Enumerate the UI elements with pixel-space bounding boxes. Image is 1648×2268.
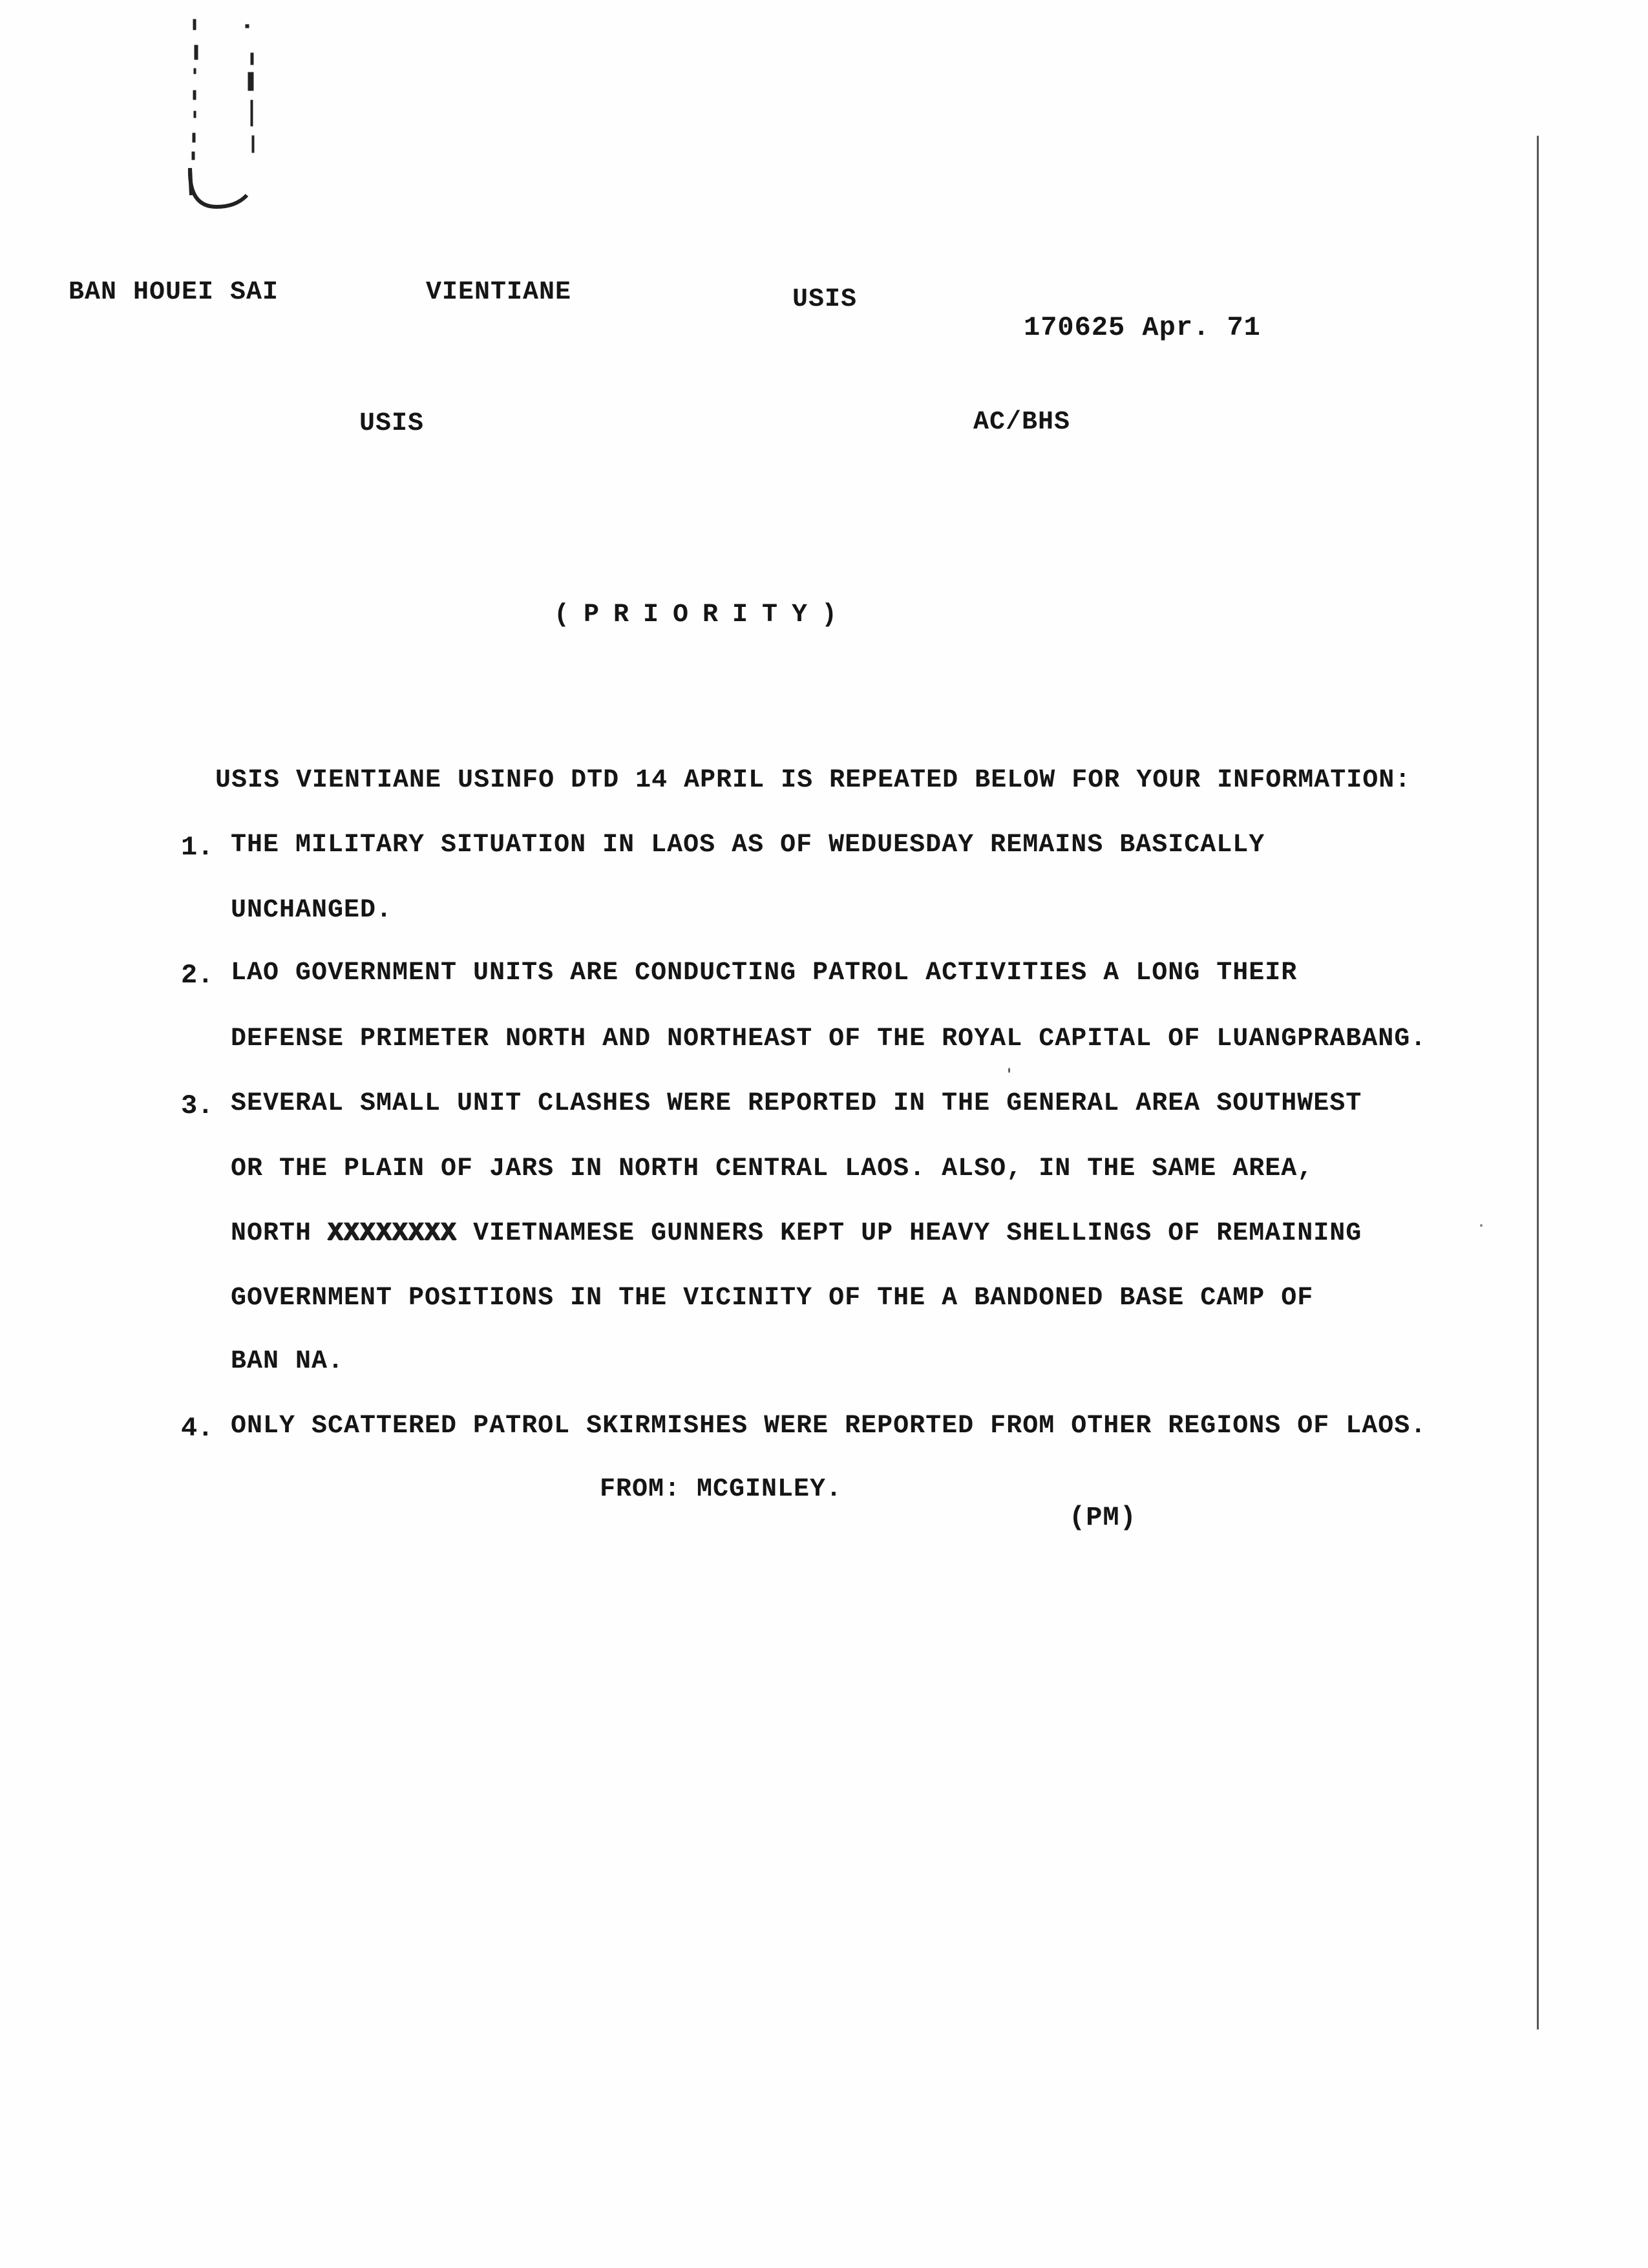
- margin-rule: [1537, 136, 1539, 2030]
- origin-station: BAN HOUEI SAI: [69, 278, 279, 307]
- item-line-with-strikeout: [231, 1221, 1362, 1247]
- stray-mark: [1008, 1068, 1010, 1073]
- strike-line-after: VIETNAMESE GUNNERS KEPT UP HEAVY SHELLINGS OF REMAINING: [457, 1219, 1362, 1248]
- destination-agency: USIS: [792, 285, 858, 314]
- priority-text: (PRIORITY): [554, 600, 852, 630]
- reference-code: AC/BHS: [973, 408, 1071, 437]
- intro-line: USIS VIENTIANE USINFO DTD 14 APRIL IS REPEATED BELOW FOR YOUR INFORMATION:: [215, 766, 1411, 795]
- staple-marks-image: [181, 13, 278, 220]
- item-line: OR THE PLAIN OF JARS IN NORTH CENTRAL LAOS. ALSO, IN THE SAME AREA,: [231, 1154, 1314, 1183]
- item-number: 4.: [181, 1413, 214, 1444]
- strike-line-before: NORTH: [231, 1219, 328, 1248]
- info-addressee: USIS: [359, 409, 425, 438]
- item-line: UNCHANGED.: [231, 896, 393, 925]
- item-number: 2.: [181, 960, 214, 991]
- item-line: BAN NA.: [231, 1347, 344, 1376]
- stray-mark: [1480, 1224, 1483, 1227]
- item-line: DEFENSE PRIMETER NORTH AND NORTHEAST OF THE ROYAL CAPITAL OF LUANGPRABANG.: [231, 1024, 1427, 1054]
- date-time-group: 170625 Apr. 71: [1024, 312, 1261, 343]
- priority-label: [554, 602, 851, 628]
- item-line: GOVERNMENT POSITIONS IN THE VICINITY OF THE A BANDONED BASE CAMP OF: [231, 1284, 1314, 1313]
- item-number: 1.: [181, 832, 214, 863]
- struck-out-text: XXXXXXXX: [328, 1219, 458, 1248]
- item-line: ONLY SCATTERED PATROL SKIRMISHES WERE REPORTED FROM OTHER REGIONS OF LAOS.: [231, 1412, 1427, 1441]
- item-number: 3.: [181, 1090, 214, 1121]
- item-line: THE MILITARY SITUATION IN LAOS AS OF WEDUESDAY REMAINS BASICALLY: [231, 831, 1265, 860]
- footer-code: (PM): [1069, 1502, 1137, 1533]
- item-line: LAO GOVERNMENT UNITS ARE CONDUCTING PATROL ACTIVITIES A LONG THEIR: [231, 959, 1298, 988]
- from-signature: FROM: MCGINLEY.: [600, 1475, 843, 1504]
- destination-city: VIENTIANE: [426, 278, 572, 307]
- item-line: SEVERAL SMALL UNIT CLASHES WERE REPORTED IN THE GENERAL AREA SOUTHWEST: [231, 1089, 1362, 1118]
